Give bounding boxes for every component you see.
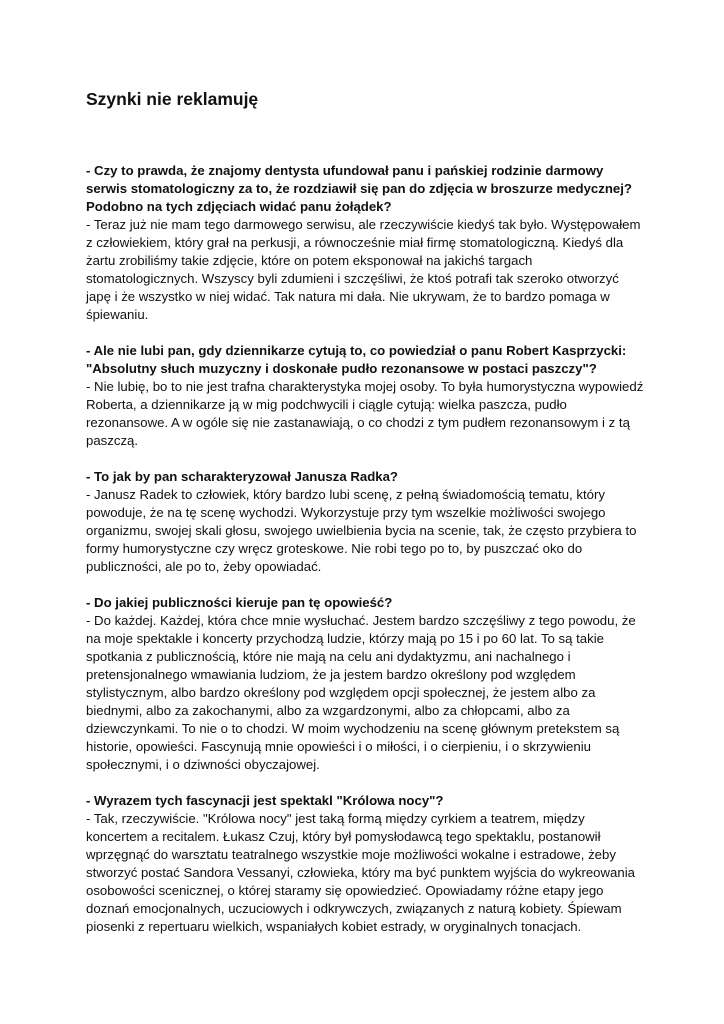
question-1: - Czy to prawda, że znajomy dentysta ufundował panu i pańskiej rodzinie darmowy serwis stomatologiczny za to, że rozdziawił się pan do zdjęcia w broszurze medycznej? Podobno na tych zdjęciach widać panu żołądek? bbox=[86, 163, 632, 214]
qa-block-3 bbox=[86, 468, 644, 576]
question-5: - Wyrazem tych fascynacji jest spektakl "Królowa nocy"? bbox=[86, 793, 444, 808]
answer-5: - Tak, rzeczywiście. "Królowa nocy" jest taką formą między cyrkiem a teatrem, między koncertem a recitalem. Łukasz Czuj, który był pomysłodawcą tego spektaklu, postanowił wprzęgnąć do warsztatu teatralnego wszystkie moje możliwości wokalne i estradowe, żeby stworzyć postać Sandora Vessanyi, człowieka, który ma być punktem wyjścia do wykreowania osobowości scenicznej, o której staramy się opowiedzieć. Opowiadamy różne etapy jego doznań emocjonalnych, uczuciowych i odkrywczych, związanych z naturą kobiety. Śpiewam piosenki z repertuaru wielkich, wspaniałych kobiet estrady, w oryginalnych tonacjach. bbox=[86, 811, 635, 934]
qa-block-2 bbox=[86, 342, 644, 450]
answer-3: - Janusz Radek to człowiek, który bardzo lubi scenę, z pełną świadomością tematu, który powoduje, że na tę scenę wychodzi. Wykorzystuje przy tym wszelkie możliwości swojego organizmu, swojej skali głosu, swojego uwielbienia bycia na scenie, tak, że często przybiera to formy humorystyczne czy wręcz groteskowe. Nie robi tego po to, by puszczać oko do publiczności, ale po to, żeby opowiadać. bbox=[86, 487, 637, 574]
answer-2: - Nie lubię, bo to nie jest trafna charakterystyka mojej osoby. To była humorystyczna wypowiedź Roberta, a dziennikarze ją w mig podchwycili i ciągle cytują: wielka paszcza, pudło rezonansowe. A w ogóle się nie zastanawiają, o co chodzi z tym pudłem rezonansowym i z tą paszczą. bbox=[86, 379, 644, 448]
qa-block-1 bbox=[86, 162, 644, 324]
document-title: Szynki nie reklamuję bbox=[86, 89, 259, 109]
qa-block-4 bbox=[86, 594, 644, 774]
question-4: - Do jakiej publiczności kieruje pan tę opowieść? bbox=[86, 595, 393, 610]
answer-4: - Do każdej. Każdej, która chce mnie wysłuchać. Jestem bardzo szczęśliwy z tego powodu, że na moje spektakle i koncerty przychodzą ludzie, którzy mają po 15 i po 60 lat. To są takie spotkania z publicznością, które nie mają na celu ani dydaktyzmu, ani nachalnego i pretensjonalnego wmawiania ludziom, że ja jestem bardzo określony pod względem stylistycznym, albo bardzo określony pod względem opcji społecznej, że jestem albo za biednymi, albo za zakochanymi, albo za wzgardzonymi, albo za chłopcami, albo za dziewczynkami. To nie o to chodzi. W moim wychodzeniu na scenę głównym pretekstem są historie, opowieści. Fascynują mnie opowieści i o miłości, i o cierpieniu, i o skrzywieniu społecznymi, i o dziwności obyczajowej. bbox=[86, 613, 636, 772]
qa-block-5 bbox=[86, 792, 644, 936]
question-2: - Ale nie lubi pan, gdy dziennikarze cytują to, co powiedział o panu Robert Kasprzycki: "Absolutny słuch muzyczny i doskonałe pudło rezonansowe w postaci paszczy"? bbox=[86, 343, 627, 376]
answer-1: - Teraz już nie mam tego darmowego serwisu, ale rzeczywiście kiedyś tak było. Występowałem z człowiekiem, który grał na perkusji, a równocześnie miał firmę stomatologiczną. Kiedyś dla żartu zrobiliśmy takie zdjęcie, które on potem eksponował na jakichś targach stomatologicznych. Wszyscy byli zdumieni i szczęśliwi, że ktoś potrafi tak szeroko otworzyć japę i że wszystko w niej widać. Tak natura mi dała. Nie ukrywam, że to bardzo pomaga w śpiewaniu. bbox=[86, 217, 641, 322]
question-3: - To jak by pan scharakteryzował Janusza Radka? bbox=[86, 469, 398, 484]
